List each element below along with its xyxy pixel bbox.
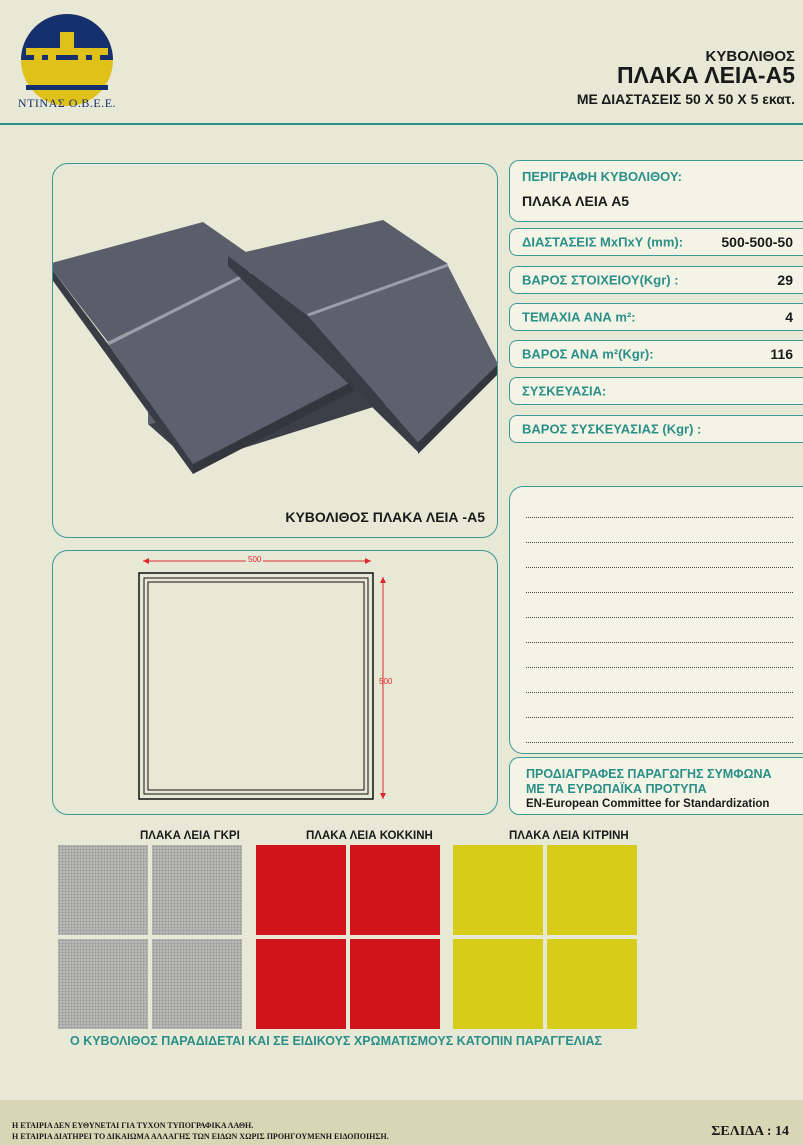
spec-label: ΔΙΑΣΤΑΣΕΙΣ ΜxΠxΥ (mm):	[522, 234, 684, 250]
spec-label: ΒΑΡΟΣ ΣΤΟΙΧΕΙΟΥ(Kgr) :	[522, 272, 679, 288]
yellow-swatch-group	[453, 845, 639, 1031]
note-line	[526, 642, 793, 643]
header-divider	[0, 123, 803, 125]
spec-value: 4	[785, 309, 793, 325]
spec-label: ΣΥΣΚΕΥΑΣΙΑ:	[522, 383, 607, 399]
category-title: ΚΥΒΟΛΙΘΟΣ	[705, 48, 795, 65]
description-value: ΠΛΑΚΑ ΛΕΙΑ Α5	[522, 193, 630, 209]
grey-tile	[58, 845, 148, 935]
grey-tile	[58, 939, 148, 1029]
note-line	[526, 542, 793, 543]
note-line	[526, 717, 793, 718]
yellow-variant-label: ΠΛΑΚΑ ΛΕΙΑ ΚΙΤΡΙΝΗ	[509, 830, 629, 842]
yellow-tile	[547, 845, 637, 935]
standards-line-1: ΠΡΟΔΙΑΓΡΑΦΕΣ ΠΑΡΑΓΩΓΗΣ ΣΥΜΦΩΝΑ	[526, 767, 772, 781]
spec-row-dimensions	[509, 228, 803, 256]
note-line	[526, 617, 793, 618]
spec-value: 500-500-50	[721, 234, 793, 250]
note-line	[526, 742, 793, 743]
width-dimension-label: 500	[248, 555, 262, 564]
yellow-tile	[547, 939, 637, 1029]
description-box	[509, 160, 803, 222]
spec-row-pieces-per-m2	[509, 303, 803, 331]
spec-label: ΒΑΡΟΣ ΣΥΣΚΕΥΑΣΙΑΣ (Kgr) :	[522, 421, 702, 437]
red-tile	[350, 939, 440, 1029]
spec-row-packaging	[509, 377, 803, 405]
red-variant-label: ΠΛΑΚΑ ΛΕΙΑ ΚΟΚΚΙΝΗ	[306, 830, 433, 842]
note-line	[526, 692, 793, 693]
slab-dimension-drawing	[53, 551, 497, 814]
product-image-panel	[52, 163, 498, 538]
note-line	[526, 567, 793, 568]
grey-variant-label: ΠΛΑΚΑ ΛΕΙΑ ΓΚΡΙ	[140, 830, 240, 842]
notes-panel	[509, 486, 803, 754]
technical-drawing-panel	[52, 550, 498, 815]
product-title: ΠΛΑΚΑ ΛΕΙΑ-Α5	[616, 62, 795, 88]
grey-tile	[152, 939, 242, 1029]
standards-line-2: ΜΕ ΤΑ ΕΥΡΩΠΑΪΚΑ ΠΡΟΤΥΠΑ	[526, 782, 707, 796]
company-name: ΝΤΙΝΑΣ Ο.Β.Ε.Ε.	[17, 96, 117, 110]
red-swatch-group	[256, 845, 442, 1031]
standards-box	[509, 757, 803, 815]
dimensions-subtitle: ΜΕ ΔΙΑΣΤΑΣΕΙΣ 50 Χ 50 Χ 5 εκατ.	[576, 91, 795, 107]
note-line	[526, 667, 793, 668]
spec-value: 116	[770, 346, 793, 362]
spec-label: ΤΕΜΑΧΙΑ ΑΝΑ m²:	[522, 309, 636, 325]
yellow-tile	[453, 939, 543, 1029]
paving-slabs-image	[53, 164, 497, 494]
standards-line-3: EN-European Committee for Standardization	[526, 798, 770, 810]
description-label: ΠΕΡΙΓΡΑΦΗ ΚΥΒΟΛΙΘΟΥ:	[522, 169, 682, 184]
red-tile	[350, 845, 440, 935]
spec-value: 29	[777, 272, 793, 288]
yellow-tile	[453, 845, 543, 935]
image-caption: ΚΥΒΟΛΙΘΟΣ ΠΛΑΚΑ ΛΕΙΑ -Α5	[285, 509, 485, 525]
page-number: ΣΕΛΙΔΑ : 14	[711, 1124, 789, 1139]
red-tile	[256, 939, 346, 1029]
footer-disclaimer-2: Η ΕΤΑΙΡΙΑ ΔΙΑΤΗΡΕΙ ΤΟ ΔΙΚΑΙΩΜΑ ΑΛΛΑΓΗΣ ΤΩΝ ΕΙΔΩΝ ΧΩΡΙΣ ΠΡΟΗΓΟΥΜΕΝΗ ΕΙΔΟΠΟΙΗΣΗ.	[12, 1132, 389, 1141]
spec-label: ΒΑΡΟΣ ΑΝΑ m²(Kgr):	[522, 346, 654, 362]
red-tile	[256, 845, 346, 935]
grey-tile	[152, 845, 242, 935]
height-dimension-label: 500	[379, 677, 393, 686]
footer-disclaimer-1: Η ΕΤΑΙΡΙΑ ΔΕΝ ΕΥΘΥΝΕΤΑΙ ΓΙΑ ΤΥΧΟΝ ΤΥΠΟΓΡΑΦΙΚΑ ΛΑΘΗ.	[12, 1121, 254, 1130]
note-line	[526, 592, 793, 593]
grey-swatch-group	[58, 845, 244, 1031]
custom-colors-note: Ο ΚΥΒΟΛΙΘΟΣ ΠΑΡΑΔΙΔΕΤΑΙ ΚΑΙ ΣΕ ΕΙΔΙΚΟΥΣ ΧΡΩΜΑΤΙΣΜΟΥΣ ΚΑΤΟΠΙΝ ΠΑΡΑΓΓΕΛΙΑΣ	[70, 1034, 603, 1048]
spec-row-unit-weight	[509, 266, 803, 294]
spec-row-packaging-weight	[509, 415, 803, 443]
spec-row-weight-per-m2	[509, 340, 803, 368]
note-line	[526, 517, 793, 518]
